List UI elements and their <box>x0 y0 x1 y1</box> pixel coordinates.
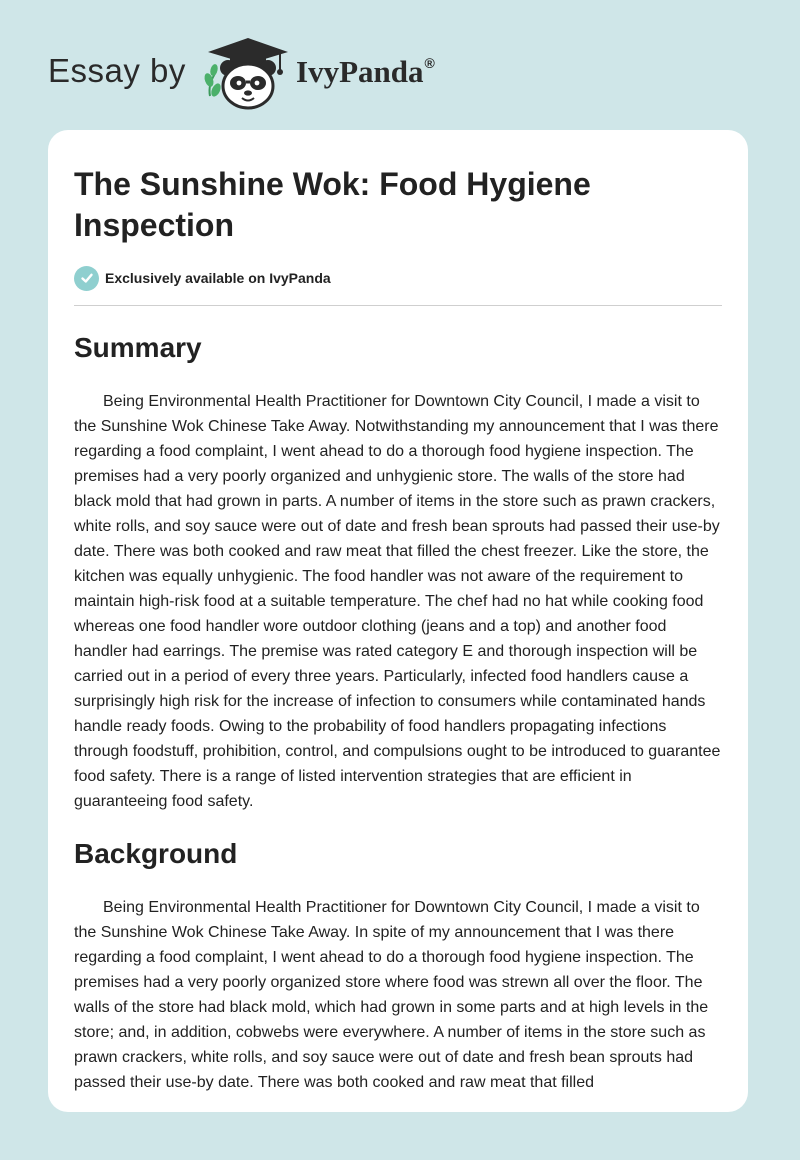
brand-name[interactable]: IvyPanda® <box>296 54 435 89</box>
section-body-background: Being Environmental Health Practitioner for Downtown City Council, I made a visit to the Sunshine Wok Chinese Take Away. In spite of my announcement that I was there regarding a food complaint, I went ahead to do a thorough food hygiene inspection. The premises had a very poorly organized store where food was strewn all over the floor. The walls of the store had black mold, which had grown in some parts and at high levels in the store; and, in addition, cobwebs were everywhere. A number of items in the store such as prawn crackers, white rolls, and soy sauce were out of date and fresh bean sprouts had passed their use-by date. There was both cooked and raw meat that filled <box>74 899 709 1091</box>
section-body-summary: Being Environmental Health Practitioner for Downtown City Council, I made a visit to the Sunshine Wok Chinese Take Away. Notwithstanding my announcement that I was there regarding a food complaint, I went ahead to do a thorough food hygiene inspection. The premises had a very poorly organized and unhygienic store. The walls of the store had black mold that had grown in parts. A number of items in the store such as prawn crackers, white rolls, and soy sauce were out of date and fresh bean sprouts had passed their use-by date. There was both cooked and raw meat that filled the chest freezer. Like the store, the kitchen was equally unhygienic. The food handler was not aware of the requirement to maintain high-risk food at a suitable temperature. The chef had no hat while cooking food whereas one food handler wore outdoor clothing (jeans and a top) and another food handler had earrings. The premise was rated category E and thorough inspection will be carried out in a period of every three years. Particularly, infected food handlers cause a surprisingly high risk for the increase of infection to consumers while contaminated hands handle ready foods. Owing to the probability of food handlers propagating infections through foodstuff, prohibition, control, and compulsions ought to be introduced to guarantee food safety. There is a range of listed intervention strategies that are efficient in guaranteeing food safety. <box>74 393 721 810</box>
essay-by-label: Essay by <box>48 52 186 89</box>
page-title: The Sunshine Wok: Food Hygiene Inspection <box>74 166 591 243</box>
divider <box>74 305 722 306</box>
essay-card <box>48 130 748 1112</box>
exclusive-label: Exclusively available on IvyPanda <box>105 270 331 286</box>
registered-mark: ® <box>424 55 435 71</box>
panda-graduate-icon <box>200 34 292 110</box>
exclusive-badge <box>74 265 722 291</box>
check-icon <box>74 266 99 291</box>
site-header <box>0 0 800 130</box>
section-heading-summary: Summary <box>74 332 202 363</box>
section-heading-background: Background <box>74 838 238 869</box>
